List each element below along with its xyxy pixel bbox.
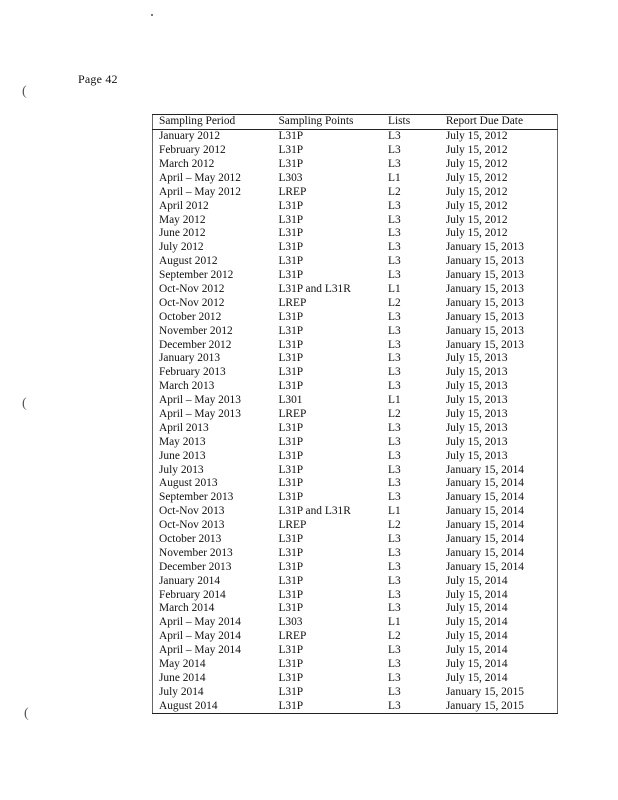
cell-lists: L3	[387, 255, 401, 268]
cell-lists: L3	[387, 366, 401, 379]
cell-report-due-date: July 15, 2013	[440, 436, 558, 450]
table-row	[153, 449, 558, 463]
cell-sampling-points: L31P	[278, 533, 304, 546]
cell-lists: L3	[387, 380, 401, 393]
table-row	[153, 213, 558, 227]
cell-sampling-period: July 2014	[153, 686, 273, 700]
cell-sampling-period: October 2013	[153, 533, 273, 547]
header-report-due-date: Report Due Date	[440, 115, 558, 130]
cell-sampling-points: L31P	[278, 658, 304, 671]
cell-report-due-date: January 15, 2014	[440, 561, 558, 575]
cell-sampling-period: December 2013	[153, 561, 273, 575]
cell-report-due-date: July 15, 2014	[440, 575, 558, 589]
cell-report-due-date: July 15, 2012	[440, 144, 558, 158]
cell-lists: L3	[387, 241, 401, 254]
cell-lists: L3	[387, 463, 401, 476]
cell-sampling-points: L31P	[278, 157, 304, 170]
table-body	[153, 130, 558, 714]
cell-sampling-period: Oct-Nov 2012	[153, 283, 273, 297]
cell-report-due-date: July 15, 2012	[440, 199, 558, 213]
cell-lists: L2	[387, 630, 401, 643]
cell-sampling-points: L31P	[278, 588, 304, 601]
cell-lists: L1	[387, 171, 401, 184]
cell-sampling-period: June 2012	[153, 227, 273, 241]
cell-sampling-points: L31P and L31R	[278, 505, 351, 518]
cell-report-due-date: July 15, 2012	[440, 227, 558, 241]
cell-report-due-date: July 15, 2013	[440, 380, 558, 394]
cell-lists: L3	[387, 588, 401, 601]
table-row	[153, 283, 558, 297]
cell-report-due-date: July 15, 2013	[440, 408, 558, 422]
cell-report-due-date: July 15, 2014	[440, 602, 558, 616]
cell-report-due-date: January 15, 2014	[440, 547, 558, 561]
cell-lists: L3	[387, 491, 401, 504]
page-number: Page 42	[78, 72, 118, 86]
cell-sampling-points: L31P	[278, 644, 304, 657]
cell-lists: L3	[387, 352, 401, 365]
cell-report-due-date: January 15, 2013	[440, 241, 558, 255]
cell-report-due-date: January 15, 2014	[440, 505, 558, 519]
cell-report-due-date: January 15, 2013	[440, 269, 558, 283]
table-row	[153, 561, 558, 575]
cell-lists: L1	[387, 394, 401, 407]
cell-sampling-period: July 2012	[153, 241, 273, 255]
cell-report-due-date: January 15, 2013	[440, 324, 558, 338]
table-row	[153, 241, 558, 255]
table-row	[153, 255, 558, 269]
cell-report-due-date: July 15, 2012	[440, 213, 558, 227]
cell-sampling-points: L31P	[272, 700, 382, 714]
cell-sampling-points: LREP	[278, 185, 307, 198]
cell-sampling-points: L303	[278, 171, 303, 184]
cell-sampling-period: November 2013	[153, 547, 273, 561]
cell-sampling-period: February 2012	[153, 144, 273, 158]
cell-report-due-date: July 15, 2013	[440, 394, 558, 408]
cell-lists: L3	[387, 199, 401, 212]
cell-sampling-points: L31P	[278, 255, 304, 268]
cell-report-due-date: January 15, 2014	[440, 463, 558, 477]
cell-sampling-points: L31P	[278, 241, 304, 254]
cell-sampling-points: L31P	[278, 144, 304, 157]
table-row	[153, 644, 558, 658]
table-row	[153, 463, 558, 477]
table-row	[153, 394, 558, 408]
cell-sampling-period: July 2013	[153, 463, 273, 477]
cell-report-due-date: July 15, 2013	[440, 422, 558, 436]
cell-sampling-points: L31P	[278, 227, 304, 240]
cell-lists: L3	[387, 602, 401, 615]
table-row	[153, 602, 558, 616]
cell-sampling-period: January 2012	[153, 130, 273, 144]
cell-sampling-period: Oct-Nov 2012	[153, 297, 273, 311]
cell-sampling-period: April – May 2014	[153, 630, 273, 644]
cell-lists: L3	[382, 700, 440, 714]
cell-sampling-points: L31P	[278, 324, 304, 337]
cell-sampling-period: April – May 2013	[153, 408, 273, 422]
cell-lists: L3	[387, 324, 401, 337]
table-row	[153, 158, 558, 172]
cell-sampling-period: January 2014	[153, 575, 273, 589]
cell-report-due-date: July 15, 2013	[440, 449, 558, 463]
cell-report-due-date: July 15, 2012	[440, 172, 558, 186]
cell-lists: L3	[387, 685, 401, 698]
cell-report-due-date: July 15, 2014	[440, 588, 558, 602]
cell-sampling-period: August 2014	[153, 700, 273, 714]
cell-lists: L3	[387, 574, 401, 587]
cell-sampling-period: April – May 2012	[153, 172, 273, 186]
cell-report-due-date: July 15, 2014	[440, 630, 558, 644]
cell-lists: L3	[387, 144, 401, 157]
cell-sampling-points: L31P	[278, 310, 304, 323]
table-row	[153, 269, 558, 283]
cell-sampling-period: June 2013	[153, 449, 273, 463]
cell-report-due-date: July 15, 2013	[440, 352, 558, 366]
table-row	[153, 352, 558, 366]
table-row	[153, 130, 558, 144]
table-row	[153, 616, 558, 630]
sampling-schedule-table	[152, 114, 558, 714]
punch-hole-mark: (	[22, 84, 27, 99]
cell-sampling-period: October 2012	[153, 311, 273, 325]
cell-lists: L3	[387, 269, 401, 282]
cell-sampling-points: L31P	[278, 546, 304, 559]
cell-lists: L1	[387, 616, 401, 629]
cell-lists: L3	[387, 130, 401, 143]
table-row	[153, 547, 558, 561]
table-row	[153, 324, 558, 338]
cell-sampling-points: L301	[278, 394, 303, 407]
cell-sampling-points: L31P	[278, 338, 304, 351]
table-row	[153, 366, 558, 380]
cell-sampling-points: LREP	[278, 408, 307, 420]
cell-sampling-points: L31P	[278, 269, 304, 282]
cell-report-due-date: July 15, 2014	[440, 658, 558, 672]
cell-lists: L2	[387, 519, 401, 532]
cell-sampling-points: L31P	[278, 366, 304, 379]
cell-sampling-period: April – May 2012	[153, 186, 273, 200]
table-row	[153, 199, 558, 213]
table-row	[153, 422, 558, 436]
cell-lists: L3	[387, 533, 401, 546]
table-row	[153, 186, 558, 200]
cell-sampling-period: April – May 2014	[153, 616, 273, 630]
cell-report-due-date: January 15, 2013	[440, 297, 558, 311]
cell-sampling-period: September 2013	[153, 491, 273, 505]
cell-report-due-date: January 15, 2013	[440, 255, 558, 269]
cell-sampling-period: May 2012	[153, 213, 273, 227]
table-row	[153, 700, 558, 714]
table-row	[153, 172, 558, 186]
table-row	[153, 630, 558, 644]
cell-sampling-period: February 2014	[153, 588, 273, 602]
cell-sampling-points: L31P	[278, 560, 304, 573]
cell-sampling-period: May 2014	[153, 658, 273, 672]
cell-report-due-date: January 15, 2015	[440, 686, 558, 700]
cell-sampling-period: April – May 2013	[153, 394, 273, 408]
cell-report-due-date: July 15, 2014	[440, 644, 558, 658]
header-sampling-points: Sampling Points	[272, 115, 382, 130]
cell-sampling-period: November 2012	[153, 324, 273, 338]
cell-sampling-period: April 2013	[153, 422, 273, 436]
scan-speck	[151, 14, 153, 16]
cell-sampling-points: L31P	[278, 602, 304, 615]
cell-sampling-period: March 2014	[153, 602, 273, 616]
cell-report-due-date: January 15, 2014	[440, 477, 558, 491]
table-row	[153, 491, 558, 505]
cell-lists: L3	[387, 449, 401, 462]
cell-sampling-points: L31P	[278, 199, 304, 212]
cell-sampling-points: L31P	[278, 213, 304, 226]
cell-sampling-period: April – May 2014	[153, 644, 273, 658]
cell-lists: L3	[387, 671, 401, 684]
cell-report-due-date: July 15, 2013	[440, 366, 558, 380]
cell-sampling-period: March 2012	[153, 158, 273, 172]
cell-report-due-date: January 15, 2013	[440, 283, 558, 297]
table-row	[153, 144, 558, 158]
table-row	[153, 505, 558, 519]
table-row	[153, 533, 558, 547]
cell-sampling-period: January 2013	[153, 352, 273, 366]
cell-report-due-date: January 15, 2015	[440, 700, 558, 714]
table-row	[153, 436, 558, 450]
cell-report-due-date: July 15, 2012	[440, 186, 558, 200]
cell-sampling-points: L31P	[278, 671, 304, 684]
table-row	[153, 658, 558, 672]
cell-report-due-date: January 15, 2014	[440, 519, 558, 533]
table-row	[153, 408, 558, 422]
cell-lists: L3	[387, 338, 401, 351]
cell-sampling-period: December 2012	[153, 338, 273, 352]
cell-report-due-date: July 15, 2014	[440, 672, 558, 686]
table-row	[153, 311, 558, 325]
cell-sampling-points: L31P	[278, 574, 304, 587]
cell-sampling-points: L31P	[278, 380, 304, 393]
cell-sampling-period: April 2012	[153, 199, 273, 213]
cell-sampling-points: LREP	[278, 630, 307, 643]
cell-sampling-points: L31P	[278, 477, 304, 490]
punch-hole-mark: (	[24, 706, 29, 721]
table-row	[153, 477, 558, 491]
cell-sampling-points: L31P	[278, 685, 304, 698]
cell-sampling-period: Oct-Nov 2013	[153, 505, 273, 519]
table-row	[153, 519, 558, 533]
cell-sampling-points: LREP	[278, 296, 307, 309]
cell-lists: L2	[387, 185, 401, 198]
table-header-row	[153, 115, 558, 130]
punch-hole-mark: (	[22, 396, 27, 411]
cell-sampling-points: L31P	[278, 352, 304, 365]
cell-sampling-points: L31P	[278, 491, 304, 504]
table-row	[153, 380, 558, 394]
cell-report-due-date: January 15, 2013	[440, 311, 558, 325]
cell-sampling-points: L31P	[278, 449, 304, 462]
table-row	[153, 686, 558, 700]
cell-lists: L3	[387, 560, 401, 573]
cell-sampling-points: L31P	[278, 421, 304, 434]
cell-lists: L1	[387, 282, 401, 295]
cell-sampling-points: L31P	[278, 130, 304, 143]
cell-sampling-period: Oct-Nov 2013	[153, 519, 273, 533]
header-sampling-period: Sampling Period	[153, 115, 273, 130]
cell-sampling-period: May 2013	[153, 436, 273, 450]
cell-report-due-date: January 15, 2014	[440, 533, 558, 547]
cell-report-due-date: July 15, 2014	[440, 616, 558, 630]
cell-lists: L3	[387, 658, 401, 671]
cell-sampling-points: LREP	[278, 519, 307, 532]
cell-lists: L3	[387, 310, 401, 323]
table-row	[153, 575, 558, 589]
cell-lists: L2	[387, 408, 401, 420]
table-row	[153, 588, 558, 602]
cell-lists: L3	[387, 213, 401, 226]
cell-lists: L3	[387, 546, 401, 559]
cell-sampling-points: L31P	[278, 463, 304, 476]
cell-report-due-date: January 15, 2014	[440, 491, 558, 505]
cell-lists: L3	[387, 157, 401, 170]
cell-sampling-period: March 2013	[153, 380, 273, 394]
cell-lists: L1	[387, 505, 401, 518]
cell-sampling-period: February 2013	[153, 366, 273, 380]
table-row	[153, 297, 558, 311]
cell-lists: L3	[387, 227, 401, 240]
table-row	[153, 672, 558, 686]
cell-report-due-date: January 15, 2013	[440, 338, 558, 352]
cell-lists: L3	[387, 421, 401, 434]
cell-sampling-period: September 2012	[153, 269, 273, 283]
header-lists: Lists	[382, 115, 440, 130]
cell-report-due-date: July 15, 2012	[440, 158, 558, 172]
cell-sampling-points: L31P and L31R	[278, 282, 351, 295]
cell-report-due-date: July 15, 2012	[440, 130, 558, 144]
cell-sampling-period: August 2012	[153, 255, 273, 269]
cell-lists: L3	[387, 477, 401, 490]
cell-lists: L3	[387, 435, 401, 448]
cell-sampling-period: June 2014	[153, 672, 273, 686]
cell-sampling-period: August 2013	[153, 477, 273, 491]
table-row	[153, 227, 558, 241]
table-row	[153, 338, 558, 352]
cell-lists: L3	[387, 644, 401, 657]
cell-sampling-points: L303	[278, 616, 303, 629]
cell-sampling-points: L31P	[278, 435, 304, 448]
cell-lists: L2	[387, 296, 401, 309]
